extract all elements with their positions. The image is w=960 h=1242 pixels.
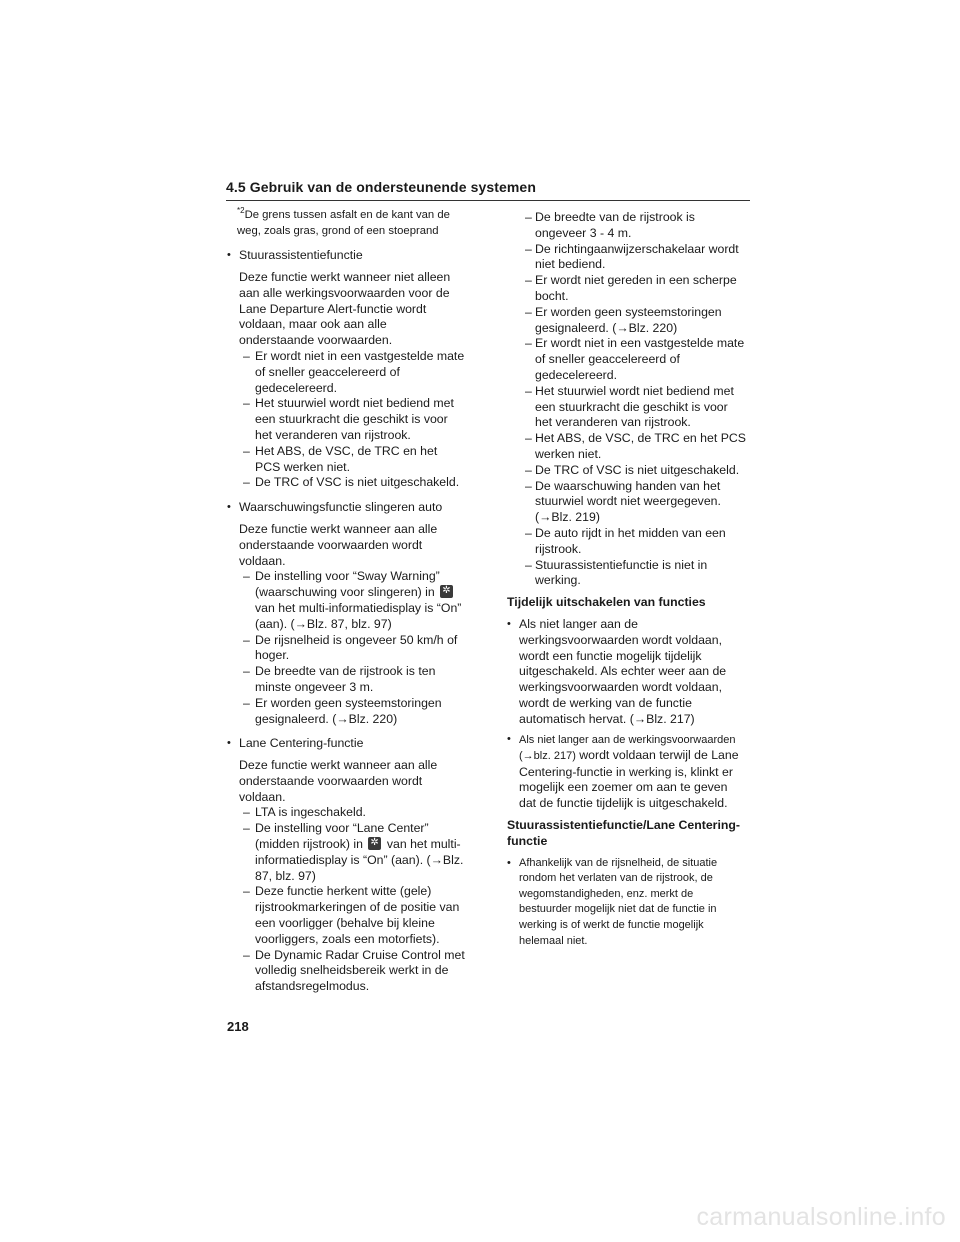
list-item: – Het stuurwiel wordt niet bediend met een stuurkracht die geschikt is voor het veranderen van rijstrook. — [227, 396, 465, 443]
list-item: – Er wordt niet in een vastgestelde mate of sneller geaccelereerd of gedecelereerd. — [227, 349, 465, 396]
steer-lc-bullet-1: • Afhankelijk van de rijsnelheid, de situatie rondom het verlaten van de rijstrook, de wegomstandigheden, enz. merkt de bestuurder mogelijk niet dat de functie in werking is of werkt de functie mogelijk helemaal niet. — [507, 856, 747, 950]
list-item: – De rijsnelheid is ongeveer 50 km/h of hoger. — [227, 633, 465, 665]
footnote-marker: *2 — [237, 206, 245, 215]
list-item: – De TRC of VSC is niet uitgeschakeld. — [507, 463, 747, 479]
temp-disable-bullet-2-rest: wordt voldaan terwijl de Lane Centering-functie in werking is, klinkt er mogelijk een zoemer om aan te geven dat de functie tijdelijk is uitgeschakeld. — [519, 748, 739, 811]
sway-cond-text: De instelling voor “Sway Warning” (waarschuwing voor slingeren) in — [255, 569, 440, 600]
list-item: – De breedte van de rijstrook is ongeveer 3 - 4 m. — [507, 210, 747, 242]
list-item: – Er wordt niet in een vastgestelde mate of sneller geaccelereerd of gedecelereerd. — [507, 336, 747, 383]
watermark: carmanualsonline.info — [696, 1203, 946, 1231]
sway-warning-intro: Deze functie werkt wanneer aan alle onderstaande voorwaarden wordt voldaan. — [239, 521, 438, 568]
list-item: – De richtingaanwijzerschakelaar wordt niet bediend. — [507, 242, 747, 274]
list-item — [227, 821, 465, 884]
list-item: – Er worden geen systeemstoringen gesignaleerd. (→Blz. 220) — [227, 696, 465, 728]
lane-centering-title: • Lane Centering-functie — [227, 736, 465, 752]
list-item: – Er wordt niet gereden in een scherpe bocht. — [507, 273, 747, 305]
sway-warning-title: • Waarschuwingsfunctie slingeren auto — [227, 500, 465, 516]
lc-cond-text: De instelling voor “Lane Center” (midden rijstrook) in — [255, 821, 429, 852]
section-title: 4.5 Gebruik van de ondersteunende systemen — [226, 179, 536, 195]
list-item: – LTA is ingeschakeld. — [227, 805, 465, 821]
page-number: 218 — [227, 1019, 249, 1034]
list-item: – De Dynamic Radar Cruise Control met volledig snelheidsbereik werkt in de afstandsregelmodus. — [227, 948, 465, 995]
right-column — [507, 210, 747, 949]
steering-assist-title: • Stuurassistentiefunctie — [227, 248, 465, 264]
list-item: – De waarschuwing handen van het stuurwiel wordt niet weergegeven. (→Blz. 219) — [507, 479, 747, 526]
sway-cond-text-cont: van het multi-informatiedisplay is “On” (aan). (→Blz. 87, blz. 97) — [255, 600, 462, 631]
left-column — [227, 208, 465, 995]
list-item: – De TRC of VSC is niet uitgeschakeld. — [227, 475, 465, 491]
list-item: – Het ABS, de VSC, de TRC en het PCS werken niet. — [227, 444, 465, 476]
list-item: – Het stuurwiel wordt niet bediend met een stuurkracht die geschikt is voor het veranderen van rijstrook. — [507, 384, 747, 431]
steering-assist-intro: Deze functie werkt wanneer niet alleen aan alle werkingsvoorwaarden voor de Lane Departure Alert-functie wordt voldaan, maar ook aan alle onderstaande voorwaarden. — [239, 269, 451, 348]
list-item: – De breedte van de rijstrook is ten minste ongeveer 3 m. — [227, 664, 465, 696]
steer-lc-heading: Stuurassistentiefunctie/Lane Centering-functie — [507, 818, 740, 848]
list-item: – Er worden geen systeemstoringen gesignaleerd. (→Blz. 220) — [507, 305, 747, 337]
temp-disable-heading: Tijdelijk uitschakelen van functies — [507, 595, 706, 610]
footnote-text: De grens tussen asfalt en de kant van de weg, zoals gras, grond of een stoeprand — [237, 209, 450, 237]
lc-cond-text-cont: van het multi-informatiedisplay is “On” (aan). (→Blz. 87, blz. 97) — [255, 837, 464, 883]
section-header — [226, 178, 750, 201]
settings-icon — [440, 585, 453, 598]
lane-centering-intro: Deze functie werkt wanneer aan alle onderstaande voorwaarden wordt voldaan. — [239, 758, 438, 804]
temp-disable-bullet-1: • Als niet langer aan de werkingsvoorwaarden wordt voldaan, wordt een functie mogelijk tijdelijk uitgeschakeld. Als echter weer aan de werkingsvoorwaarden wordt voldaan, wordt de werking van de functie automatisch hervat. (→Blz. 217) — [507, 617, 747, 728]
temp-disable-bullet-2-small: Als niet langer aan de werkingsvoorwaarden (→blz. 217) — [519, 733, 736, 763]
temp-disable-bullet-2 — [507, 732, 747, 813]
list-item: – Stuurassistentiefunctie is niet in werking. — [507, 558, 747, 590]
settings-icon — [368, 837, 381, 850]
list-item: – De auto rijdt in het midden van een rijstrook. — [507, 526, 747, 558]
list-item — [227, 569, 465, 632]
footnote — [237, 208, 465, 239]
list-item: – Deze functie herkent witte (gele) rijstrookmarkeringen of de positie van een voorligger (behalve bij kleine voorliggers, zoals een motorfiets). — [227, 884, 465, 947]
list-item: – Het ABS, de VSC, de TRC en het PCS werken niet. — [507, 431, 747, 463]
